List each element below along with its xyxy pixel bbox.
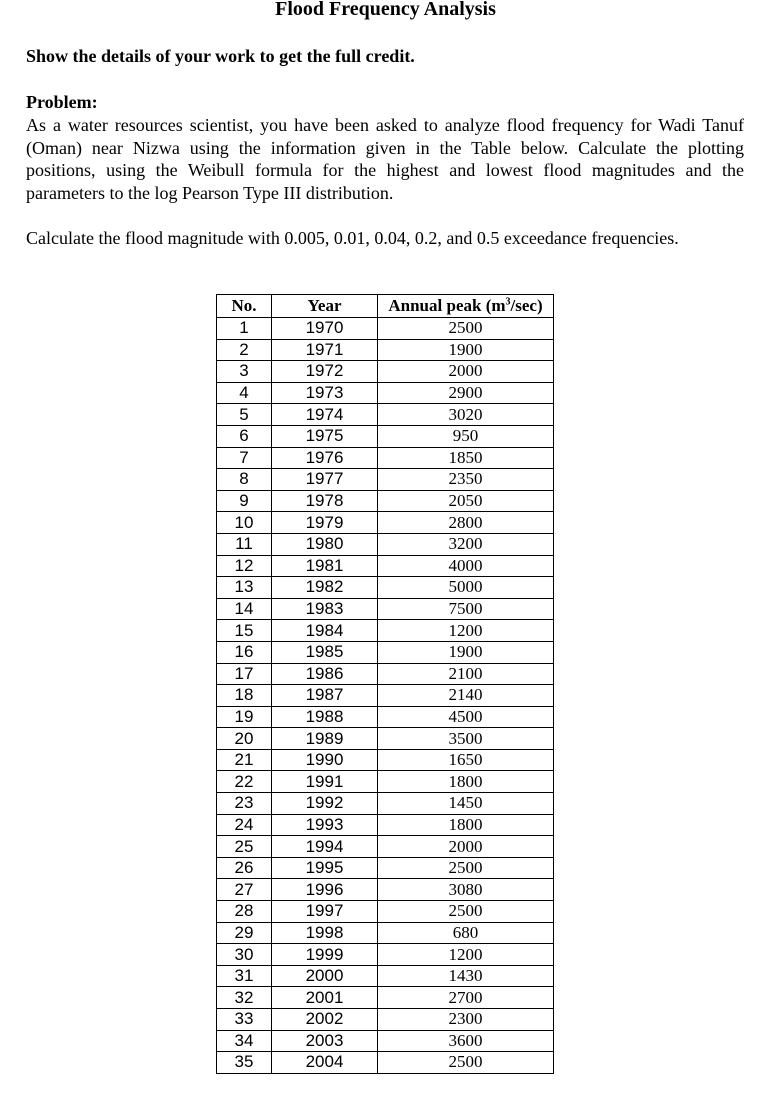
table-row xyxy=(217,318,554,340)
cell-year: 1984 xyxy=(272,620,378,642)
cell-no: 10 xyxy=(217,512,272,534)
cell-year: 1991 xyxy=(272,771,378,793)
cell-year: 1994 xyxy=(272,836,378,858)
cell-no: 4 xyxy=(217,382,272,404)
table-row xyxy=(217,404,554,426)
table-row xyxy=(217,641,554,663)
cell-year: 1995 xyxy=(272,857,378,879)
cell-year: 1974 xyxy=(272,404,378,426)
table-header-row xyxy=(217,295,554,318)
cell-no: 35 xyxy=(217,1052,272,1074)
cell-no: 24 xyxy=(217,814,272,836)
cell-annual-peak: 1850 xyxy=(378,447,554,469)
cell-no: 2 xyxy=(217,339,272,361)
cell-annual-peak: 1200 xyxy=(378,620,554,642)
cell-no: 33 xyxy=(217,1009,272,1031)
cell-no: 28 xyxy=(217,901,272,923)
table-row xyxy=(217,965,554,987)
cell-annual-peak: 680 xyxy=(378,922,554,944)
cell-no: 9 xyxy=(217,490,272,512)
cell-annual-peak: 1650 xyxy=(378,749,554,771)
table-row xyxy=(217,1030,554,1052)
cell-no: 30 xyxy=(217,944,272,966)
table-row xyxy=(217,749,554,771)
cell-no: 31 xyxy=(217,965,272,987)
cell-annual-peak: 3600 xyxy=(378,1030,554,1052)
table-row xyxy=(217,814,554,836)
cell-year: 1996 xyxy=(272,879,378,901)
cell-annual-peak: 5000 xyxy=(378,577,554,599)
cell-annual-peak: 1900 xyxy=(378,339,554,361)
table-row xyxy=(217,836,554,858)
cell-year: 1998 xyxy=(272,922,378,944)
table-row xyxy=(217,857,554,879)
cell-annual-peak: 2300 xyxy=(378,1009,554,1031)
cell-no: 22 xyxy=(217,771,272,793)
table-row xyxy=(217,901,554,923)
cell-year: 1987 xyxy=(272,685,378,707)
cell-no: 13 xyxy=(217,577,272,599)
header-peak-sup: 3 xyxy=(505,296,511,308)
table-row xyxy=(217,361,554,383)
cell-year: 1985 xyxy=(272,641,378,663)
table-row xyxy=(217,512,554,534)
cell-no: 19 xyxy=(217,706,272,728)
cell-no: 18 xyxy=(217,685,272,707)
cell-annual-peak: 3020 xyxy=(378,404,554,426)
table-row xyxy=(217,771,554,793)
cell-annual-peak: 2500 xyxy=(378,857,554,879)
flood-data-table xyxy=(216,294,554,1074)
cell-year: 1993 xyxy=(272,814,378,836)
cell-year: 1973 xyxy=(272,382,378,404)
cell-year: 1976 xyxy=(272,447,378,469)
cell-annual-peak: 2140 xyxy=(378,685,554,707)
cell-annual-peak: 4000 xyxy=(378,555,554,577)
cell-no: 26 xyxy=(217,857,272,879)
cell-no: 5 xyxy=(217,404,272,426)
cell-no: 14 xyxy=(217,598,272,620)
cell-no: 25 xyxy=(217,836,272,858)
task-statement: Calculate the flood magnitude with 0.005, 0.01, 0.04, 0.2, and 0.5 exceedance frequencies. xyxy=(26,228,679,248)
header-annual-peak xyxy=(378,295,554,318)
cell-annual-peak: 2500 xyxy=(378,901,554,923)
cell-no: 21 xyxy=(217,749,272,771)
table-row xyxy=(217,1009,554,1031)
cell-annual-peak: 3080 xyxy=(378,879,554,901)
table-row xyxy=(217,339,554,361)
cell-no: 11 xyxy=(217,533,272,555)
cell-annual-peak: 2350 xyxy=(378,469,554,491)
cell-year: 1979 xyxy=(272,512,378,534)
table-row xyxy=(217,728,554,750)
table-row xyxy=(217,685,554,707)
cell-year: 2002 xyxy=(272,1009,378,1031)
cell-year: 1999 xyxy=(272,944,378,966)
cell-annual-peak: 1800 xyxy=(378,771,554,793)
cell-annual-peak: 1200 xyxy=(378,944,554,966)
cell-annual-peak: 1900 xyxy=(378,641,554,663)
header-peak-suffix: /sec) xyxy=(510,296,543,315)
cell-annual-peak: 3200 xyxy=(378,533,554,555)
header-no: No. xyxy=(217,295,272,318)
cell-year: 1988 xyxy=(272,706,378,728)
cell-no: 8 xyxy=(217,469,272,491)
cell-year: 2003 xyxy=(272,1030,378,1052)
table-body xyxy=(217,318,554,1074)
table-row xyxy=(217,533,554,555)
cell-no: 15 xyxy=(217,620,272,642)
cell-no: 32 xyxy=(217,987,272,1009)
table-row xyxy=(217,793,554,815)
cell-year: 1990 xyxy=(272,749,378,771)
cell-year: 1992 xyxy=(272,793,378,815)
table-row xyxy=(217,1052,554,1074)
cell-annual-peak: 2000 xyxy=(378,836,554,858)
cell-annual-peak: 2900 xyxy=(378,382,554,404)
cell-annual-peak: 3500 xyxy=(378,728,554,750)
cell-year: 1982 xyxy=(272,577,378,599)
cell-no: 20 xyxy=(217,728,272,750)
cell-annual-peak: 2000 xyxy=(378,361,554,383)
cell-annual-peak: 2500 xyxy=(378,318,554,340)
cell-annual-peak: 2500 xyxy=(378,1052,554,1074)
cell-annual-peak: 1430 xyxy=(378,965,554,987)
header-peak-prefix: Annual peak (m xyxy=(388,296,506,315)
table-row xyxy=(217,425,554,447)
cell-no: 34 xyxy=(217,1030,272,1052)
cell-no: 3 xyxy=(217,361,272,383)
cell-no: 27 xyxy=(217,879,272,901)
cell-no: 29 xyxy=(217,922,272,944)
cell-year: 1980 xyxy=(272,533,378,555)
cell-annual-peak: 2100 xyxy=(378,663,554,685)
table-row xyxy=(217,598,554,620)
page-title: Flood Frequency Analysis xyxy=(275,0,496,20)
table-row xyxy=(217,490,554,512)
cell-no: 12 xyxy=(217,555,272,577)
table-row xyxy=(217,555,554,577)
cell-year: 2004 xyxy=(272,1052,378,1074)
cell-annual-peak: 2800 xyxy=(378,512,554,534)
cell-annual-peak: 7500 xyxy=(378,598,554,620)
cell-year: 1978 xyxy=(272,490,378,512)
cell-year: 1989 xyxy=(272,728,378,750)
problem-statement: As a water resources scientist, you have been asked to analyze flood frequency for Wadi Tanuf (Oman) near Nizwa using the information given in the Table below. Calculate the plotting positions, using the Weibull formula for the highest and lowest flood magnitudes and the parameters to the log Pearson Type III distribution. xyxy=(26,115,744,203)
cell-no: 6 xyxy=(217,425,272,447)
table-row xyxy=(217,620,554,642)
cell-year: 1983 xyxy=(272,598,378,620)
cell-year: 1981 xyxy=(272,555,378,577)
cell-no: 7 xyxy=(217,447,272,469)
table-row xyxy=(217,922,554,944)
cell-annual-peak: 1800 xyxy=(378,814,554,836)
cell-no: 23 xyxy=(217,793,272,815)
table-row xyxy=(217,663,554,685)
cell-no: 1 xyxy=(217,318,272,340)
table-row xyxy=(217,706,554,728)
table-row xyxy=(217,577,554,599)
cell-year: 1971 xyxy=(272,339,378,361)
problem-heading: Problem: xyxy=(26,92,98,112)
cell-year: 1977 xyxy=(272,469,378,491)
cell-annual-peak: 950 xyxy=(378,425,554,447)
cell-year: 1986 xyxy=(272,663,378,685)
cell-year: 1975 xyxy=(272,425,378,447)
instruction-text: Show the details of your work to get the full credit. xyxy=(26,46,415,66)
table-row xyxy=(217,447,554,469)
cell-year: 1970 xyxy=(272,318,378,340)
cell-no: 17 xyxy=(217,663,272,685)
cell-annual-peak: 4500 xyxy=(378,706,554,728)
cell-annual-peak: 1450 xyxy=(378,793,554,815)
table-row xyxy=(217,987,554,1009)
cell-annual-peak: 2700 xyxy=(378,987,554,1009)
table-row xyxy=(217,879,554,901)
table-row xyxy=(217,382,554,404)
table-row xyxy=(217,944,554,966)
header-year: Year xyxy=(272,295,378,318)
cell-year: 1972 xyxy=(272,361,378,383)
cell-no: 16 xyxy=(217,641,272,663)
cell-annual-peak: 2050 xyxy=(378,490,554,512)
cell-year: 2001 xyxy=(272,987,378,1009)
table-row xyxy=(217,469,554,491)
cell-year: 1997 xyxy=(272,901,378,923)
cell-year: 2000 xyxy=(272,965,378,987)
